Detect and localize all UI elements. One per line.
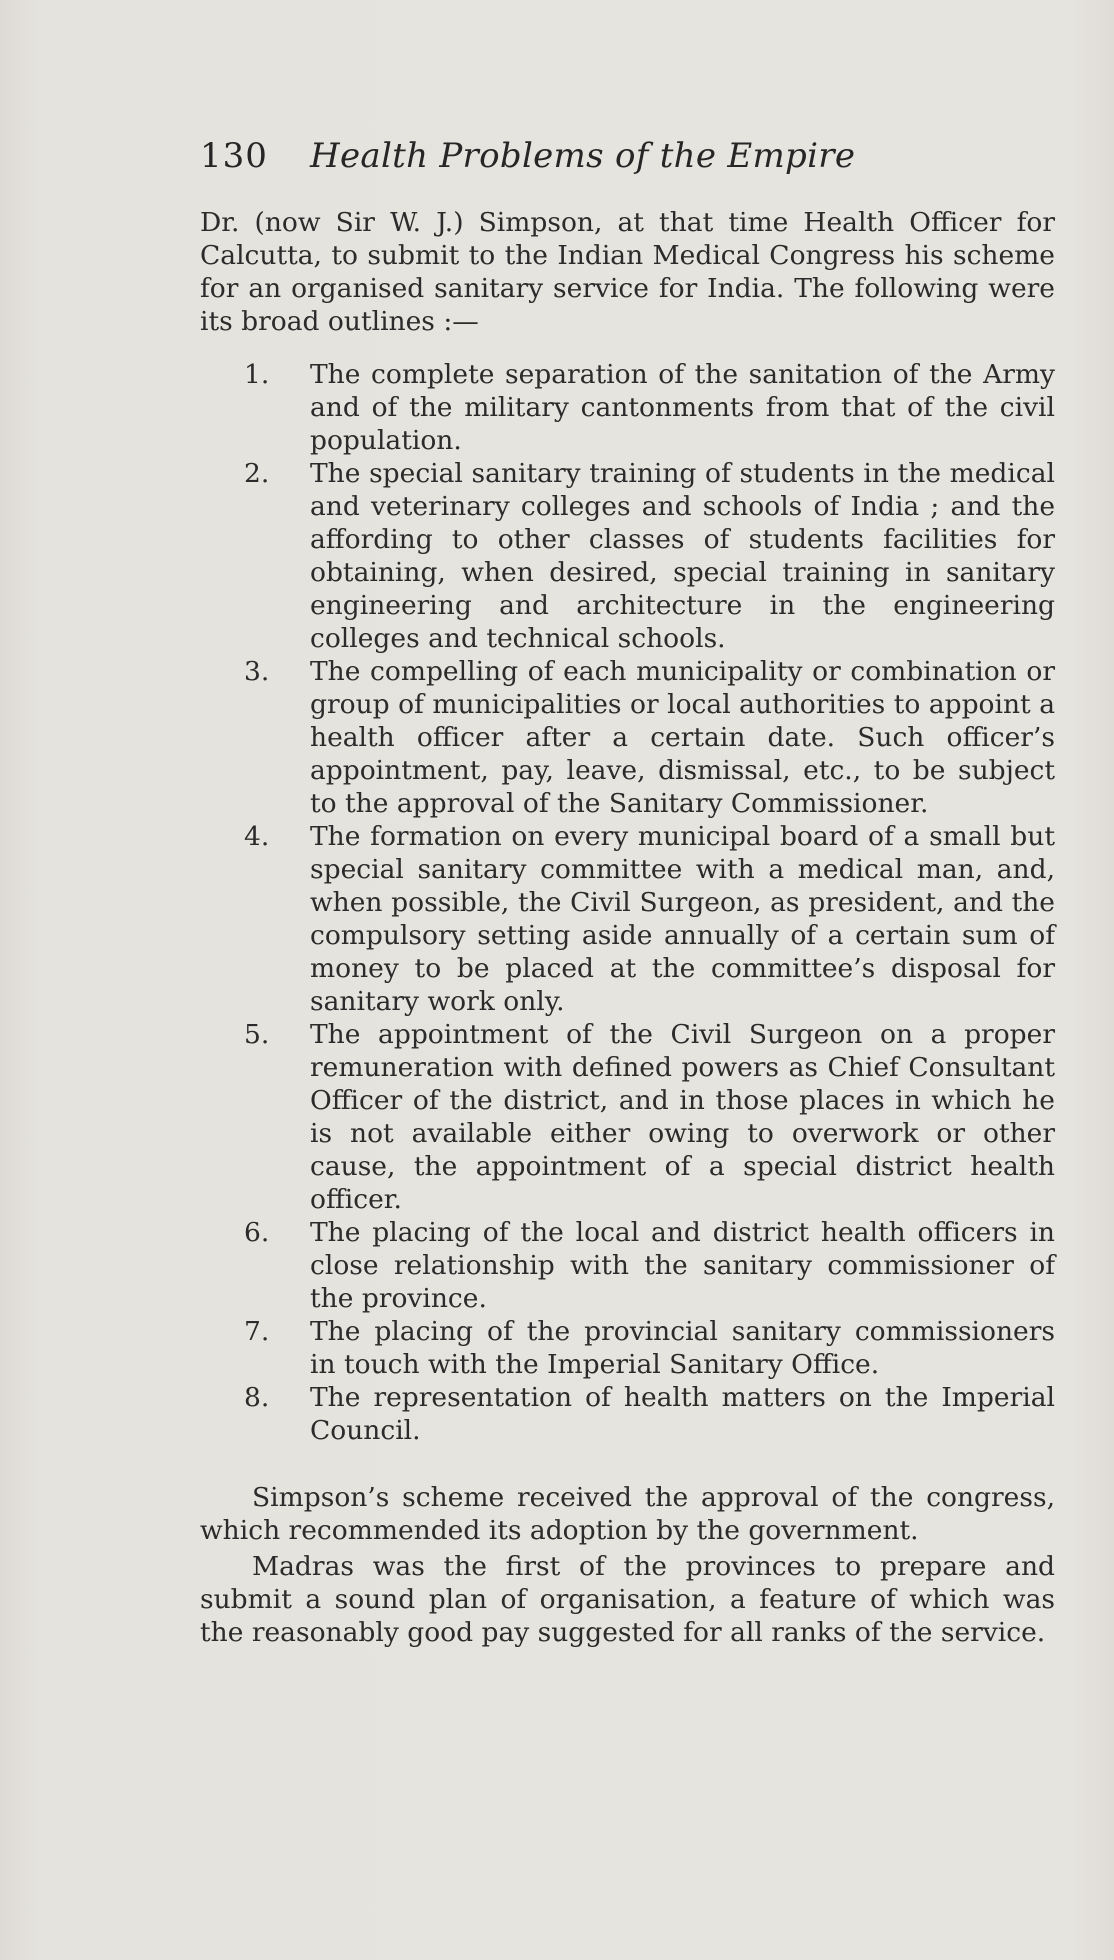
outline-list: [200, 358, 1055, 1447]
item-text: The formation on every municipal board of a small but special sanitary committee with a medical man, and, when possible, the Civil Surgeon, as president, and the compulsory setting aside annually of a certain sum of money to be placed at the committee’s disposal for sanitary work only.: [310, 821, 1055, 1017]
item-number: 1.: [244, 359, 270, 390]
list-item: [200, 820, 1055, 1018]
running-title: Health Problems of the Empire: [310, 136, 856, 176]
body-text: [200, 206, 1055, 1649]
item-text: The compelling of each municipality or combination or group of municipalities or local authorities to appoint a health officer after a certain date. Such officer’s appointment, pay, leave, dismissal, etc., to be subject to the approval of the Sanitary Commissioner.: [310, 656, 1055, 819]
item-number: 6.: [244, 1217, 270, 1248]
item-text: The special sanitary training of students in the medical and veterinary colleges and schools of India ; and the affording to other classes of students facilities for obtaining, when desired, special training in sanitary engineering and architecture in the engineering colleges and technical schools.: [310, 458, 1055, 654]
item-text: The placing of the local and district health officers in close relationship with the sanitary commissioner of the province.: [310, 1217, 1055, 1314]
intro-paragraph: Dr. (now Sir W. J.) Simpson, at that time Health Officer for Calcutta, to submit to the Indian Medical Congress his scheme for an organised sanitary service for India. The following were its broad outlines :—: [200, 207, 1055, 337]
page-header: [200, 136, 1060, 186]
item-number: 2.: [244, 458, 270, 489]
page-number: 130: [200, 136, 268, 176]
list-item: [200, 457, 1055, 655]
closing-paragraph: Simpson’s scheme received the approval of the congress, which recommended its adoption by the government.: [200, 1482, 1055, 1546]
item-number: 3.: [244, 656, 270, 687]
item-number: 7.: [244, 1316, 270, 1347]
item-number: 4.: [244, 821, 270, 852]
list-item: [200, 358, 1055, 457]
list-item: [200, 1381, 1055, 1447]
list-item: [200, 1216, 1055, 1315]
closing-paragraph: Madras was the first of the provinces to prepare and submit a sound plan of organisation, a feature of which was the reasonably good pay suggested for all ranks of the service.: [200, 1551, 1055, 1648]
list-item: [200, 655, 1055, 820]
item-text: The appointment of the Civil Surgeon on a proper remuneration with defined powers as Chief Consultant Officer of the district, and in those places in which he is not available either owing to overwork or other cause, the appointment of a special district health officer.: [310, 1019, 1055, 1215]
item-number: 5.: [244, 1019, 270, 1050]
item-text: The complete separation of the sanitation of the Army and of the military cantonments from that of the civil population.: [310, 359, 1055, 456]
list-item: [200, 1315, 1055, 1381]
item-text: The representation of health matters on the Imperial Council.: [310, 1382, 1055, 1446]
list-item: [200, 1018, 1055, 1216]
item-number: 8.: [244, 1382, 270, 1413]
item-text: The placing of the provincial sanitary commissioners in touch with the Imperial Sanitary Office.: [310, 1316, 1055, 1380]
